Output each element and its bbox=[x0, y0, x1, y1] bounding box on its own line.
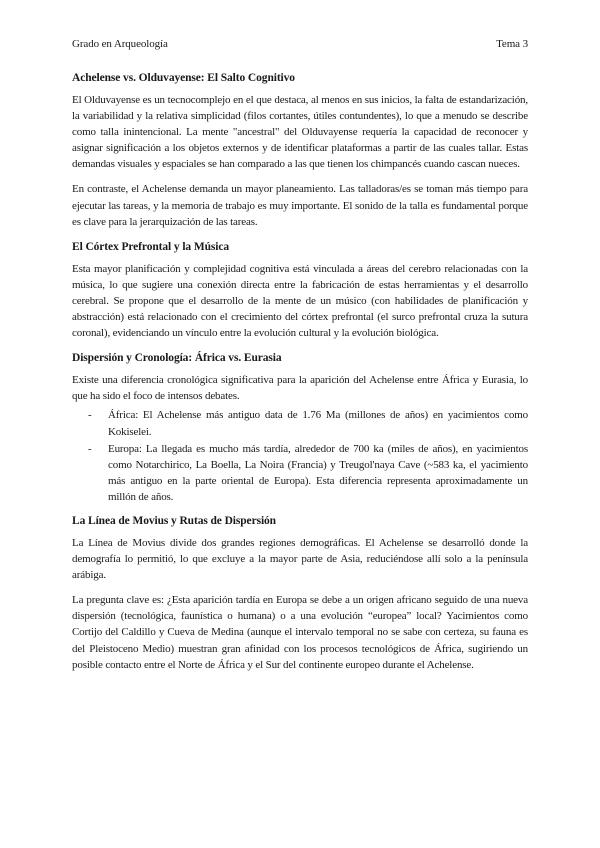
paragraph: El Olduvayense es un tecnocomplejo en el que destaca, al menos en sus inicios, la falta de estandarización, la variabilidad y la relativa simplicidad (filos cortantes, útiles contundentes), lo que a menudo se describe como talla inintencional. La mente "ancestral" del Olduvayense requería la capacidad de reconocer y asignar significación a los objetos externos y de identificar plataformas a partir de las cuales tallar. Estas demandas visuales y espaciales se han comparado a las que tienen los chimpancés cuando cascan nueces. bbox=[72, 94, 528, 171]
paragraph: Existe una diferencia cronológica significativa para la aparición del Achelense entre África y Eurasia, lo que ha sido el foco de intensos debates. bbox=[72, 374, 528, 403]
paragraph: En contraste, el Achelense demanda un mayor planeamiento. Las talladoras/es se toman más tiempo para ejecutar las tareas, y la memoria de trabajo es muy importante. El sonido de la talla es fundamental porque es clave para la jerarquización de las tareas. bbox=[72, 183, 528, 228]
list-item bbox=[72, 441, 528, 505]
section-heading: La Línea de Movius y Rutas de Dispersión bbox=[72, 514, 276, 527]
section-dispersion-cronologia bbox=[72, 350, 528, 505]
section-heading: Achelense vs. Olduvayense: El Salto Cognitivo bbox=[72, 72, 295, 84]
list-item bbox=[72, 407, 528, 439]
paragraph: Esta mayor planificación y complejidad cognitiva está vinculada a áreas del cerebro relacionadas con la música, lo que sugiere una conexión directa entre la fabricación de estas herramientas y el desarrollo cerebral. Se propone que el desarrollo de la mente de un músico (con habilidades de planificación y abstracción) está relacionado con el crecimiento del córtex prefrontal (el surco prefrontal cruza la sutura coronal), evidenciando un vínculo entre la evolución cultural y la evolución biológica. bbox=[72, 262, 528, 340]
list-item-text: Europa: La llegada es mucho más tardía, alrededor de 700 ka (miles de años), en yacimientos como Notarchirico, La Boella, La Noira (Francia) y Treugol'naya Cave (~583 ka, el yacimiento más antiguo en la parte oriental de Europa). Esta diferencia representa aproximadamente un millón de años. bbox=[108, 442, 528, 503]
bullet-list bbox=[72, 407, 528, 505]
dash-bullet: - bbox=[88, 442, 92, 455]
page-header bbox=[72, 38, 528, 50]
dash-bullet: - bbox=[88, 409, 92, 422]
paragraph: La pregunta clave es: ¿Esta aparición tardía en Europa se debe a un origen africano seguido de una nueva dispersión (tecnológica, faunística o humana) o a una evolución “europea” local? Yacimientos como Cortijo del Caldillo y Cueva de Medina (aunque el intervalo temporal no se sabe con certeza, su fauna es del Pleistoceno Medio) muestran gran afinidad con los procesos tecnológicos de África, sugiriendo un posible contacto entre el Norte de África y el Sur del continente europeo durante el Achelense. bbox=[72, 594, 528, 671]
paragraph: La Línea de Movius divide dos grandes regiones demográficas. El Achelense se desarrolló donde la demografía lo permitió, lo que excluye a la mayor parte de Asia, reduciéndose allí solo a la península arábiga. bbox=[72, 536, 528, 582]
header-course: Grado en Arqueología bbox=[72, 38, 168, 50]
section-heading: Dispersión y Cronología: África vs. Eurasia bbox=[72, 352, 282, 365]
section-achelense-olduvayense bbox=[72, 70, 528, 230]
header-topic: Tema 3 bbox=[496, 38, 528, 50]
list-item-text: África: El Achelense más antiguo data de 1.76 Ma (millones de años) en yacimientos como Kokiselei. bbox=[108, 409, 528, 438]
section-cortex-musica bbox=[72, 239, 528, 341]
document-body bbox=[72, 70, 528, 682]
section-heading: El Córtex Prefrontal y la Música bbox=[72, 240, 230, 253]
section-linea-movius bbox=[72, 513, 528, 673]
